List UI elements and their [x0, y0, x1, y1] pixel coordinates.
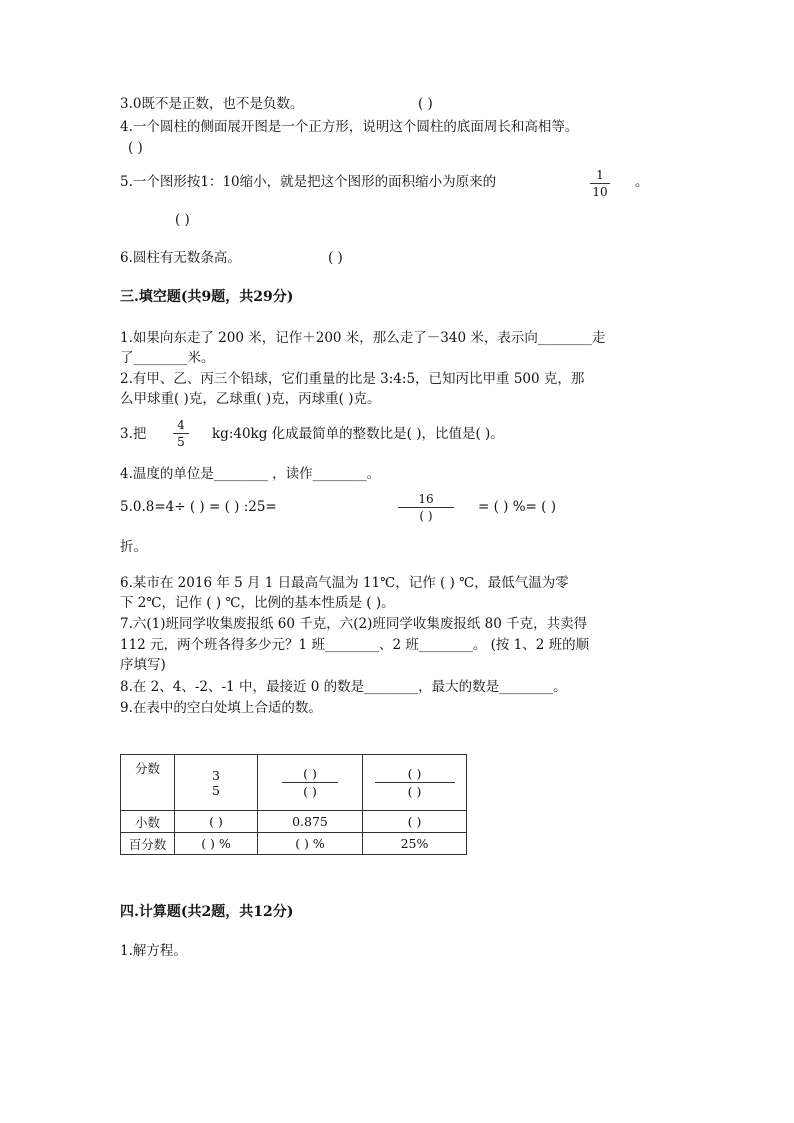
table-cell[interactable] — [363, 755, 467, 811]
judge-q5: 5.一个图形按1：10缩小，就是把这个图形的面积缩小为原来的 — [120, 174, 497, 190]
fraction-numerator: 4 — [177, 418, 185, 432]
table-cell[interactable] — [258, 755, 363, 811]
section3-heading: 三.填空题(共9题，共29分) — [120, 289, 294, 305]
judge-q5-blank[interactable]: ( ) — [175, 212, 190, 228]
judge-q3-blank[interactable]: ( ) — [418, 96, 433, 112]
conversion-table — [120, 754, 467, 855]
fraction-bar — [375, 782, 455, 783]
judge-q3: 3.0既不是正数，也不是负数。 — [120, 96, 304, 112]
fraction-numerator: 3 — [212, 767, 220, 783]
fraction-bar — [398, 507, 454, 508]
table-cell: 0.875 — [258, 811, 363, 833]
row-label-percent: 百分数 — [121, 833, 175, 855]
fraction-cell-value — [209, 768, 223, 798]
fill-q7-line2: 112 元，两个班各得多少元？1 班________、2 班________。 (按 1、2 班的顺 — [120, 637, 590, 653]
section4-heading: 四.计算题(共2题，共12分) — [120, 904, 294, 920]
fill-q2-line1: 2.有甲、乙、丙三个铅球，它们重量的比是 3:4:5，已知丙比甲重 500 克，那 — [120, 371, 585, 387]
fill-q5-suffix: = ( ) %= ( ) — [478, 499, 556, 515]
fraction-numerator: 16 — [418, 492, 434, 506]
table-row — [121, 755, 467, 811]
fraction-denominator: ( ) — [303, 784, 317, 799]
fill-q1-line1: 1.如果向东走了 200 米，记作＋200 米，那么走了－340 米，表示向________走 — [120, 330, 606, 346]
fill-q5-prefix: 5.0.8=4÷ ( ) = ( ) :25= — [120, 499, 277, 515]
fill-q7-line1: 7.六(1)班同学收集废报纸 60 千克，六(2)班同学收集废报纸 80 千克，共卖得 — [120, 616, 588, 632]
fill-q6-line1: 6.某市在 2016 年 5 月 1 日最高气温为 11℃，记作 ( ) ℃，最低气温为零 — [120, 575, 569, 591]
fraction-numerator: ( ) — [407, 766, 422, 781]
fill-q8: 8.在 2、4、-2、-1 中，最接近 0 的数是________，最大的数是________。 — [120, 679, 567, 695]
fill-q1-line2: 了________米。 — [120, 350, 215, 366]
fraction-denominator: 5 — [177, 435, 185, 449]
row-label-decimal: 小数 — [121, 811, 175, 833]
table-row — [121, 811, 467, 833]
table-cell: 25% — [363, 833, 467, 855]
fraction-numerator: ( ) — [303, 766, 317, 781]
fill-q2-line2: 么甲球重( )克，乙球重( )克，丙球重( )克。 — [120, 391, 381, 407]
fill-q7-line3: 序填写) — [120, 657, 166, 673]
fraction-denominator: ( ) — [419, 509, 433, 523]
fill-q5-end: 折。 — [120, 539, 147, 555]
judge-q5-fraction — [590, 168, 610, 199]
fraction-bar — [282, 782, 338, 783]
fraction-bar — [173, 433, 189, 434]
row-label-fraction: 分数 — [121, 755, 175, 811]
judge-q6: 6.圆柱有无数条高。 — [120, 250, 241, 266]
fraction-denominator: ( ) — [407, 784, 422, 799]
fraction-bar — [590, 183, 610, 184]
table-row — [121, 833, 467, 855]
fill-q3-fraction — [173, 418, 189, 449]
table-cell[interactable]: ( ) % — [258, 833, 363, 855]
table-cell[interactable]: ( ) — [363, 811, 467, 833]
fraction-numerator: 1 — [596, 168, 604, 182]
fill-q3-prefix: 3.把 — [120, 426, 147, 442]
judge-q4-blank[interactable]: ( ) — [128, 140, 143, 156]
fraction-denominator: 10 — [592, 185, 608, 199]
fill-q3-suffix: kg:40kg 化成最简单的整数比是( )，比值是( )。 — [212, 426, 504, 442]
fraction-blank[interactable] — [282, 766, 338, 799]
fraction-denominator: 5 — [212, 782, 220, 798]
judge-q5-end: 。 — [635, 174, 649, 190]
fill-q6-line2: 下 2℃，记作 ( ) ℃，比例的基本性质是 ( )。 — [120, 595, 395, 611]
table-cell — [175, 755, 258, 811]
fill-q9: 9.在表中的空白处填上合适的数。 — [120, 700, 322, 716]
fill-q5-fraction — [398, 492, 454, 523]
fraction-blank[interactable] — [375, 766, 455, 799]
fill-q4: 4.温度的单位是________ ，读作________。 — [120, 466, 381, 482]
judge-q4: 4.一个圆柱的侧面展开图是一个正方形，说明这个圆柱的底面周长和高相等。 — [120, 119, 579, 135]
calc-q1: 1.解方程。 — [120, 943, 187, 959]
table-cell[interactable]: ( ) — [175, 811, 258, 833]
judge-q6-blank[interactable]: ( ) — [328, 250, 343, 266]
table-cell[interactable]: ( ) % — [175, 833, 258, 855]
